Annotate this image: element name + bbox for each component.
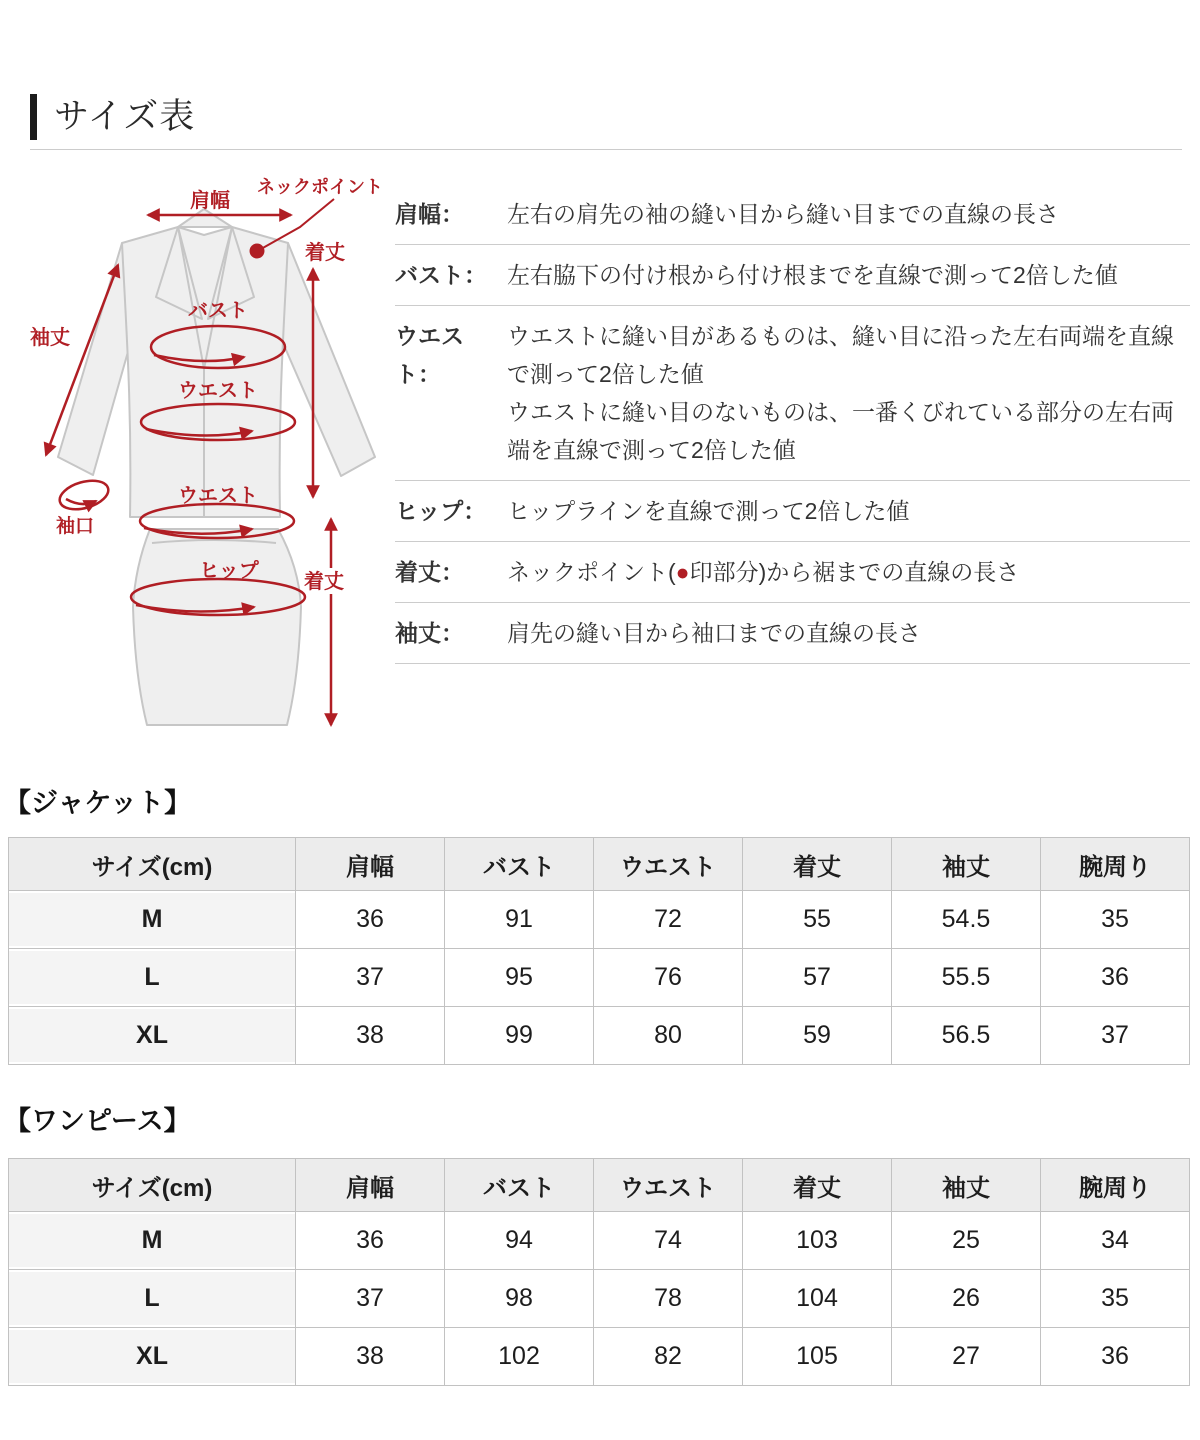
waist-desc-seam: ウエストに縫い目があるものは、縫い目に沿った左右両端を直線で測って2倍した値 [507, 323, 1174, 387]
length-desc-pre: ネックポイント( [507, 559, 676, 585]
definition-desc [507, 553, 1190, 591]
size-cell: M [9, 891, 296, 949]
value-cell: 37 [1041, 1007, 1190, 1065]
value-cell: 78 [594, 1270, 743, 1328]
col-header-waist: ウエスト [594, 1159, 743, 1212]
value-cell: 91 [445, 891, 594, 949]
definition-row-sleeve [395, 603, 1190, 664]
table-row [9, 1007, 1190, 1065]
value-cell: 25 [892, 1212, 1041, 1270]
col-header-bust: バスト [445, 838, 594, 891]
neck-point-marker: ● [675, 559, 690, 585]
cuff-arrow [66, 499, 96, 504]
table-header-row [9, 838, 1190, 891]
definition-desc: 肩先の縫い目から袖口までの直線の長さ [507, 620, 921, 646]
value-cell: 37 [296, 1270, 445, 1328]
waist-desc-no-seam: ウエストに縫い目のないものは、一番くびれている部分の左右両端を直線で測って2倍した値 [507, 399, 1174, 463]
table-row [9, 1328, 1190, 1386]
value-cell: 95 [445, 949, 594, 1007]
waist-skirt-label: ウエスト [178, 485, 258, 507]
value-cell: 36 [1041, 1328, 1190, 1386]
value-cell: 80 [594, 1007, 743, 1065]
value-cell: 102 [445, 1328, 594, 1386]
value-cell: 55 [743, 891, 892, 949]
col-header-arm: 腕周り [1041, 1159, 1190, 1212]
measurement-diagram [28, 165, 388, 735]
value-cell: 104 [743, 1270, 892, 1328]
hip-label: ヒップ [199, 560, 259, 582]
value-cell: 99 [445, 1007, 594, 1065]
shoulder-width-label: 肩幅 [190, 190, 230, 212]
col-header-length: 着丈 [743, 838, 892, 891]
definition-desc: 左右の肩先の袖の縫い目から縫い目までの直線の長さ [507, 201, 1059, 227]
sleeve-length-label: 袖丈 [30, 327, 70, 349]
jacket-size-table [8, 837, 1190, 1065]
skirt-length-label: 着丈 [304, 571, 344, 593]
col-header-shoulder: 肩幅 [296, 838, 445, 891]
col-header-arm: 腕周り [1041, 838, 1190, 891]
size-cell: M [9, 1212, 296, 1270]
table-row [9, 949, 1190, 1007]
onepiece-section-heading: 【ワンピース】 [4, 1106, 191, 1136]
size-cell: XL [9, 1007, 296, 1065]
onepiece-size-table [8, 1158, 1190, 1386]
neck-point-label: ネックポイント [257, 177, 383, 197]
col-header-waist: ウエスト [594, 838, 743, 891]
col-header-sleeve: 袖丈 [892, 838, 1041, 891]
definition-term: ウエスト： [395, 323, 464, 387]
definition-row-bust [395, 245, 1190, 306]
skirt-body [133, 529, 301, 725]
col-header-size: サイズ(cm) [9, 1159, 296, 1212]
jacket-length-label: 着丈 [305, 242, 345, 264]
definition-term: バスト： [395, 262, 487, 288]
definition-row-waist [395, 306, 1190, 481]
definition-term: ヒップ： [395, 498, 487, 524]
jacket-section-heading: 【ジャケット】 [4, 788, 192, 818]
neck-point-dot [250, 244, 265, 259]
value-cell: 74 [594, 1212, 743, 1270]
value-cell: 38 [296, 1007, 445, 1065]
definition-desc [507, 317, 1190, 469]
bust-label: バスト [188, 300, 248, 322]
value-cell: 26 [892, 1270, 1041, 1328]
value-cell: 38 [296, 1328, 445, 1386]
table-header-row [9, 1159, 1190, 1212]
value-cell: 72 [594, 891, 743, 949]
value-cell: 103 [743, 1212, 892, 1270]
table-row [9, 891, 1190, 949]
page-title: サイズ表 [30, 94, 195, 140]
value-cell: 76 [594, 949, 743, 1007]
table-row [9, 1212, 1190, 1270]
value-cell: 94 [445, 1212, 594, 1270]
definition-desc: 左右脇下の付け根から付け根までを直線で測って2倍した値 [507, 262, 1118, 288]
waist-jacket-label: ウエスト [178, 380, 258, 402]
definition-desc: ヒップラインを直線で測って2倍した値 [507, 498, 910, 524]
col-header-length: 着丈 [743, 1159, 892, 1212]
col-header-bust: バスト [445, 1159, 594, 1212]
length-desc-post: 印部分)から裾までの直線の長さ [689, 559, 1020, 585]
title-divider [30, 149, 1182, 150]
col-header-shoulder: 肩幅 [296, 1159, 445, 1212]
definition-row-length [395, 542, 1190, 603]
value-cell: 59 [743, 1007, 892, 1065]
value-cell: 35 [1041, 891, 1190, 949]
value-cell: 55.5 [892, 949, 1041, 1007]
value-cell: 36 [296, 891, 445, 949]
value-cell: 36 [1041, 949, 1190, 1007]
size-cell: XL [9, 1328, 296, 1386]
measurement-definitions [395, 184, 1190, 664]
jacket-right-sleeve [276, 243, 375, 476]
definition-row-shoulder [395, 184, 1190, 245]
garment-illustration [55, 209, 375, 725]
value-cell: 37 [296, 949, 445, 1007]
cuff-label: 袖口 [55, 516, 95, 537]
size-cell: L [9, 1270, 296, 1328]
table-row [9, 1270, 1190, 1328]
value-cell: 98 [445, 1270, 594, 1328]
value-cell: 54.5 [892, 891, 1041, 949]
col-header-size: サイズ(cm) [9, 838, 296, 891]
definition-term: 肩幅： [395, 201, 464, 227]
size-cell: L [9, 949, 296, 1007]
value-cell: 27 [892, 1328, 1041, 1386]
cuff-ellipse [56, 476, 111, 515]
definition-term: 袖丈： [395, 620, 464, 646]
col-header-sleeve: 袖丈 [892, 1159, 1041, 1212]
value-cell: 35 [1041, 1270, 1190, 1328]
value-cell: 82 [594, 1328, 743, 1386]
value-cell: 56.5 [892, 1007, 1041, 1065]
definition-term: 着丈： [395, 559, 464, 585]
value-cell: 105 [743, 1328, 892, 1386]
value-cell: 36 [296, 1212, 445, 1270]
value-cell: 57 [743, 949, 892, 1007]
definition-row-hip [395, 481, 1190, 542]
value-cell: 34 [1041, 1212, 1190, 1270]
